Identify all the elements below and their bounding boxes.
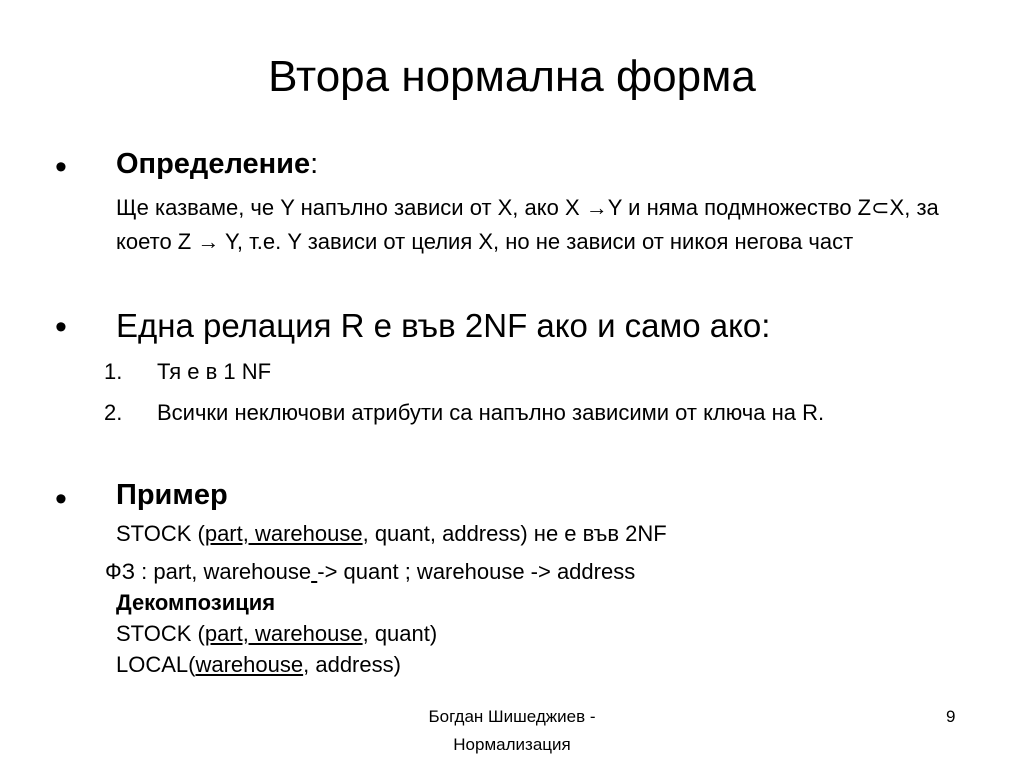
- definition-text: Ще казваме, че Y напълно зависи от X, ако X →Y и няма подмножество Z⊂X, за което Z → Y, т.е. Y зависи от целия X, но не зависи от никоя негова част: [116, 195, 939, 254]
- decomp-local-key: warehouse: [195, 652, 304, 677]
- decomp-local-line: [116, 649, 401, 681]
- list-item-number: 2.: [104, 400, 123, 425]
- functional-dependency-line: [105, 556, 635, 588]
- slide-title: Втора нормална форма: [268, 52, 756, 101]
- definition-heading: [116, 146, 318, 182]
- rule-statement: Една релация R е във 2NF ако и само ако:: [116, 307, 771, 344]
- fd-suffix: -> quant ; warehouse -> address: [317, 559, 636, 584]
- decomp-local-suffix: , address): [303, 652, 401, 677]
- stock-prefix: STOCK (: [116, 521, 205, 546]
- bullet-icon: •: [55, 480, 67, 518]
- example-heading: Пример: [116, 479, 228, 511]
- list-item-number: 1.: [104, 359, 123, 384]
- decomp-stock-key: part, warehouse: [204, 621, 363, 646]
- stock-primary-key: part, warehouse: [204, 521, 363, 546]
- stock-relation-line: [116, 518, 667, 550]
- decomp-stock-line: [116, 618, 437, 650]
- stock-suffix: , quant, address) не е във 2NF: [362, 521, 667, 546]
- bullet-icon: •: [55, 308, 67, 346]
- footer: [382, 703, 642, 759]
- decomp-local-prefix: LOCAL(: [116, 652, 196, 677]
- bullet-icon: •: [55, 148, 67, 186]
- definition-label: Определение: [116, 148, 311, 180]
- fd-prefix: ФЗ : part, warehouse: [105, 559, 312, 584]
- decomp-stock-suffix: , quant): [362, 621, 438, 646]
- footer-topic: Нормализация: [453, 735, 571, 754]
- decomp-stock-prefix: STOCK (: [116, 621, 205, 646]
- page-number: 9: [946, 707, 956, 726]
- definition-colon: :: [310, 148, 319, 180]
- decomposition-label: Декомпозиция: [116, 590, 276, 615]
- list-item-text: Всички неключови атрибути са напълно зависими от ключа на R.: [157, 400, 825, 425]
- list-item-text: Тя е в 1 NF: [157, 359, 272, 384]
- footer-author: Богдан Шишеджиев -: [428, 707, 596, 726]
